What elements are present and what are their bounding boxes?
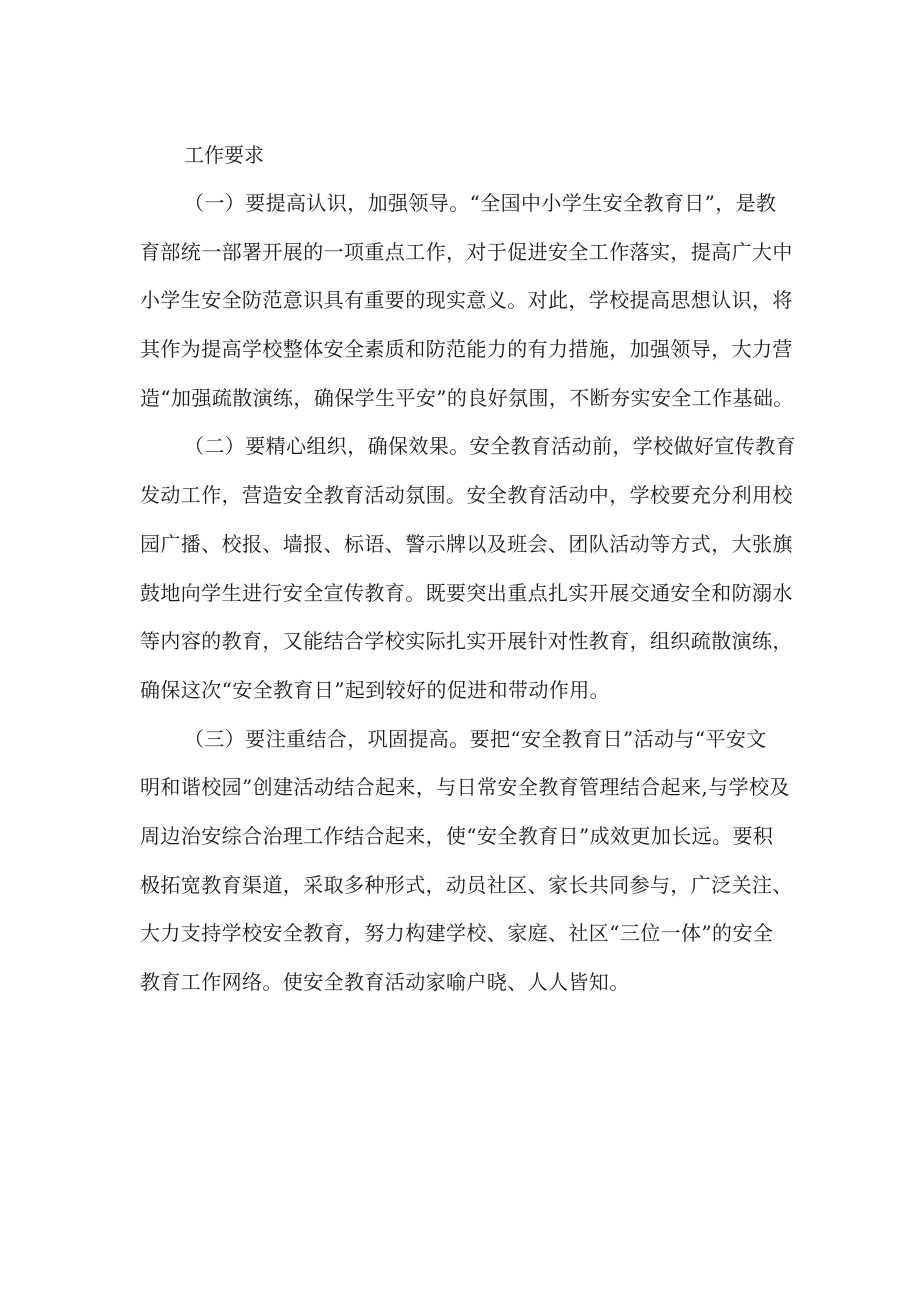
paragraph-line: 园广播、校报、墙报、标语、警示牌以及班会、团队活动等方式，大张旗: [140, 531, 793, 556]
document-body: [140, 131, 796, 1007]
paragraph-line: 明和谐校园”创建活动结合起来，与日常安全教育管理结合起来,与学校及: [140, 775, 790, 800]
paragraph-line: 周边治安综合治理工作结合起来，使“安全教育日”成效更加长远。要积: [140, 823, 774, 848]
paragraph-1: [140, 179, 794, 422]
paragraph-line: （三）要注重结合，巩固提高。要把“安全教育日”活动与“平安文: [184, 726, 767, 751]
paragraph-line: 其作为提高学校整体安全素质和防范能力的有力措施，加强领导，大力营: [140, 337, 793, 362]
paragraph-line: 造“加强疏散演练，确保学生平安”的良好氛围，不断夯实安全工作基础。: [140, 385, 794, 410]
paragraph-line: 鼓地向学生进行安全宣传教育。既要突出重点扎实开展交通安全和防溺水: [140, 580, 793, 605]
paragraph-line: 教育工作网络。使安全教育活动家喻户晓、人人皆知。: [140, 970, 630, 994]
paragraph-3: [140, 715, 793, 1007]
paragraph-line: 育部统一部署开展的一项重点工作，对于促进安全工作落实，提高广大中: [140, 239, 793, 264]
paragraph-line: 极拓宽教育渠道，采取多种形式，动员社区、家长共同参与，广泛关注、: [140, 872, 793, 897]
section-heading: 工作要求: [184, 143, 264, 167]
paragraph-2: [140, 422, 796, 714]
paragraph-line: 确保这次“安全教育日”起到较好的促进和带动作用。: [140, 677, 611, 702]
paragraph-line: （一）要提高认识，加强领导。“全国中小学生安全教育日”，是教: [184, 191, 777, 215]
paragraph-line: 大力支持学校安全教育，努力构建学校、家庭、社区“三位一体”的安全: [140, 921, 774, 946]
paragraph-line: 等内容的教育，又能结合学校实际扎实开展针对性教育，组织疏散演练，: [140, 629, 793, 654]
paragraph-line: 发动工作，营造安全教育活动氛围。安全教育活动中，学校要充分利用校: [140, 483, 793, 508]
paragraph-line: （二）要精心组织，确保效果。安全教育活动前，学校做好宣传教育: [184, 434, 796, 459]
paragraph-line: 小学生安全防范意识具有重要的现实意义。对此，学校提高思想认识，将: [140, 288, 793, 313]
